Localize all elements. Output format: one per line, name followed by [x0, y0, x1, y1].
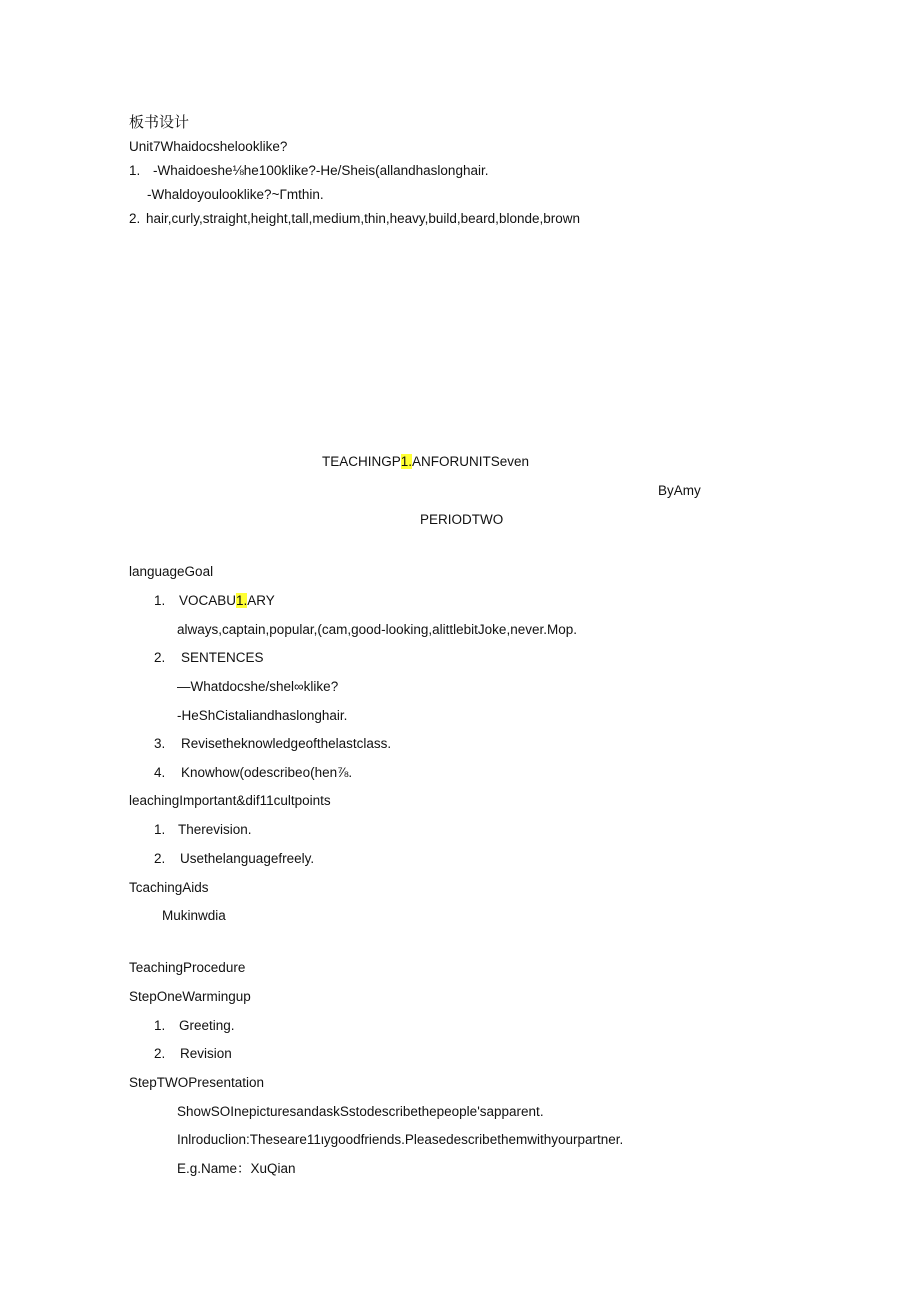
plan-period: PERIODTWO	[420, 512, 504, 527]
goal-4-text: Knowhow(odescribeo(hen⅞.	[181, 765, 353, 780]
board-line1-number: 1.	[129, 163, 141, 178]
step-two-line-1: ShowSOInepicturesandaskSstodescribethepeople'sapparent.	[177, 1104, 544, 1119]
goal-1-detail: always,captain,popular,(cam,good-looking,alittlebitJoke,never.Mop.	[177, 622, 577, 637]
goals-heading: languageGoal	[129, 564, 214, 579]
step-two-line-3: E.g.Name：XuQian	[177, 1161, 296, 1176]
goal-1-number: 1.	[154, 593, 166, 608]
goal-2-number: 2.	[154, 650, 166, 665]
point-2-number: 2.	[154, 851, 166, 866]
point-2-text: Usethelanguagefreely.	[180, 851, 315, 866]
points-heading: leachingImportant&dif11cultpoints	[129, 793, 331, 808]
point-1-text: Therevision.	[178, 822, 252, 837]
plan-title	[322, 453, 529, 471]
goal-1-label-end: ARY	[247, 593, 275, 608]
goal-1-label	[179, 592, 275, 610]
step-two-heading: StepTWOPresentation	[129, 1075, 265, 1090]
step-one-heading: StepOneWarmingup	[129, 989, 251, 1004]
goal-1-label-highlight: 1.	[236, 593, 248, 608]
procedure-heading: TeachingProcedure	[129, 960, 246, 975]
plan-title-highlight: 1.	[400, 454, 413, 469]
board-line1-text: -Whaidoeshe⅛he100klike?-He/Sheis(allandhaslonghair.	[153, 163, 489, 178]
board-heading: 板书设计	[129, 114, 190, 131]
point-1-number: 1.	[154, 822, 166, 837]
step-one-item-1-text: Greeting.	[179, 1018, 235, 1033]
goal-4-number: 4.	[154, 765, 166, 780]
goal-2-label: SENTENCES	[181, 650, 264, 665]
step-one-item-2-text: Revision	[180, 1046, 232, 1061]
unit-title: Unit7Whaidocshelooklike?	[129, 139, 288, 154]
aids-text: Mukinwdia	[162, 908, 226, 923]
goal-2-sentence-2: -HeShCistaliandhaslonghair.	[177, 708, 348, 723]
plan-author: ByAmy	[658, 483, 701, 498]
goal-2-sentence-1: —Whatdocshe/shel∞klike?	[177, 679, 339, 694]
goal-3-number: 3.	[154, 736, 166, 751]
aids-heading: TcachingAids	[129, 880, 209, 895]
goal-1-label-start: VOCABU	[179, 593, 237, 608]
board-line2-number: 2.	[129, 211, 141, 226]
board-line2-text: hair,curly,straight,height,tall,medium,thin,heavy,build,beard,blonde,brown	[146, 211, 580, 226]
step-two-line-2: Inlroduclion:Theseare11ιygoodfriends.Pleasedescribethemwithyourpartner.	[177, 1132, 624, 1147]
plan-title-start: TEACHINGP	[322, 454, 401, 469]
goal-3-text: Revisetheknowledgeofthelastclass.	[181, 736, 392, 751]
plan-title-end: ANFORUNITSeven	[412, 454, 530, 469]
board-line1b-text: -Whaldoyoulooklike?~Γmthin.	[147, 187, 324, 202]
step-one-item-2-number: 2.	[154, 1046, 166, 1061]
step-one-item-1-number: 1.	[154, 1018, 166, 1033]
